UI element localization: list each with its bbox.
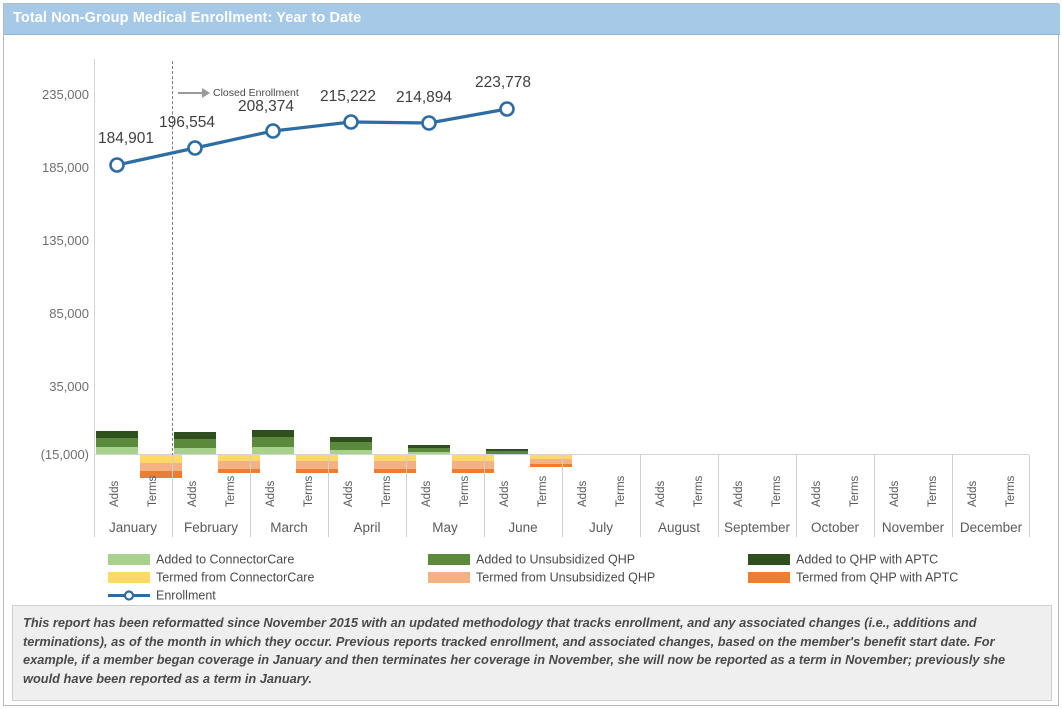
legend-swatch-icon: [428, 572, 470, 583]
plot-area: [4, 35, 1060, 545]
legend-label: Termed from QHP with APTC: [796, 570, 959, 585]
legend-label: Added to QHP with APTC: [796, 552, 939, 567]
x-sub-label-adds: Adds: [187, 480, 199, 507]
x-sub-label-adds: Adds: [421, 480, 433, 507]
legend-swatch-icon: [108, 572, 150, 583]
x-sub-label-terms: Terms: [771, 475, 783, 507]
x-category-label: January: [108, 520, 158, 535]
chart-frame: [3, 3, 1059, 706]
x-category-label: September: [723, 520, 791, 535]
x-category-label: December: [959, 520, 1023, 535]
data-label: 196,554: [159, 114, 216, 131]
x-sub-label-terms: Terms: [225, 475, 237, 507]
legend-swatch-icon: [748, 572, 790, 583]
y-tick-label: 185,000: [42, 160, 89, 175]
legend-item-added-connectorcare: [108, 552, 294, 567]
x-category-label: October: [810, 520, 860, 535]
x-category-label: June: [508, 520, 538, 535]
legend-label: Added to ConnectorCare: [156, 552, 295, 567]
chart-title-bar: [4, 4, 1060, 35]
data-label: 223,778: [475, 74, 532, 91]
legend-line-icon: [108, 590, 150, 601]
legend-item-termed-qhp-aptc: [748, 570, 958, 585]
x-category-label: November: [881, 520, 945, 535]
x-sub-label-adds: Adds: [265, 480, 277, 507]
data-label: 214,894: [396, 89, 453, 106]
legend-label: Termed from Unsubsidized QHP: [476, 570, 656, 585]
legend-label: Added to Unsubsidized QHP: [476, 552, 636, 567]
y-tick-label: 35,000: [49, 379, 89, 394]
x-sub-label-terms: Terms: [537, 475, 549, 507]
legend-item-termed-connectorcare: [108, 570, 314, 585]
x-sub-label-adds: Adds: [577, 480, 589, 507]
x-category-label: August: [657, 520, 701, 535]
x-category-label: February: [183, 520, 239, 535]
x-sub-label-terms: Terms: [303, 475, 315, 507]
y-tick-label: 135,000: [42, 233, 89, 248]
x-sub-label-terms: Terms: [927, 475, 939, 507]
legend-label: Enrollment: [156, 588, 216, 603]
x-category-label: May: [432, 520, 458, 535]
footnote-text: This report has been reformatted since November 2015 with an updated methodology that tracks enrollment, and any associated changes (i.e., additions and terminations), as of the month in which they occur. Previous reports tracked enrollment, and associated changes, based on the member's benefit start date. For example, if a member began coverage in January and then terminates her coverage in November, she will now be reported as a term in November; previously she would have been reported as a term in January.: [12, 605, 1052, 701]
y-tick-label: (15,000): [40, 447, 89, 462]
legend-swatch-icon: [108, 554, 150, 565]
y-tick-label: 235,000: [42, 87, 89, 102]
x-sub-label-terms: Terms: [1005, 475, 1017, 507]
data-label: 215,222: [320, 88, 377, 105]
chart-legend: [4, 549, 1060, 603]
x-category-label: March: [270, 520, 308, 535]
data-label: 208,374: [238, 98, 295, 115]
x-sub-label-adds: Adds: [343, 480, 355, 507]
x-sub-label-terms: Terms: [147, 475, 159, 507]
legend-item-added-qhp-aptc: [748, 552, 938, 567]
x-sub-label-adds: Adds: [889, 480, 901, 507]
legend-label: Termed from ConnectorCare: [156, 570, 315, 585]
legend-item-enrollment: [108, 588, 216, 603]
data-label: 184,901: [98, 130, 155, 147]
x-sub-label-terms: Terms: [381, 475, 393, 507]
x-sub-label-adds: Adds: [499, 480, 511, 507]
x-sub-label-terms: Terms: [459, 475, 471, 507]
legend-item-added-unsubsidized: [428, 552, 635, 567]
legend-swatch-icon: [428, 554, 470, 565]
x-sub-label-adds: Adds: [733, 480, 745, 507]
x-sub-label-adds: Adds: [109, 480, 121, 507]
x-category-label: April: [353, 520, 381, 535]
x-sub-label-terms: Terms: [849, 475, 861, 507]
x-category-label: July: [588, 520, 613, 535]
y-tick-label: 85,000: [49, 306, 89, 321]
x-sub-label-adds: Adds: [811, 480, 823, 507]
x-sub-label-adds: Adds: [655, 480, 667, 507]
page-title: Total Non-Group Medical Enrollment: Year to Date: [13, 10, 362, 26]
x-sub-label-terms: Terms: [615, 475, 627, 507]
legend-swatch-icon: [748, 554, 790, 565]
x-sub-label-adds: Adds: [967, 480, 979, 507]
closed-enrollment-label: Closed Enrollment: [213, 87, 299, 99]
enrollment-line-series: [4, 35, 1060, 545]
x-sub-label-terms: Terms: [693, 475, 705, 507]
legend-item-termed-unsubsidized: [428, 570, 655, 585]
